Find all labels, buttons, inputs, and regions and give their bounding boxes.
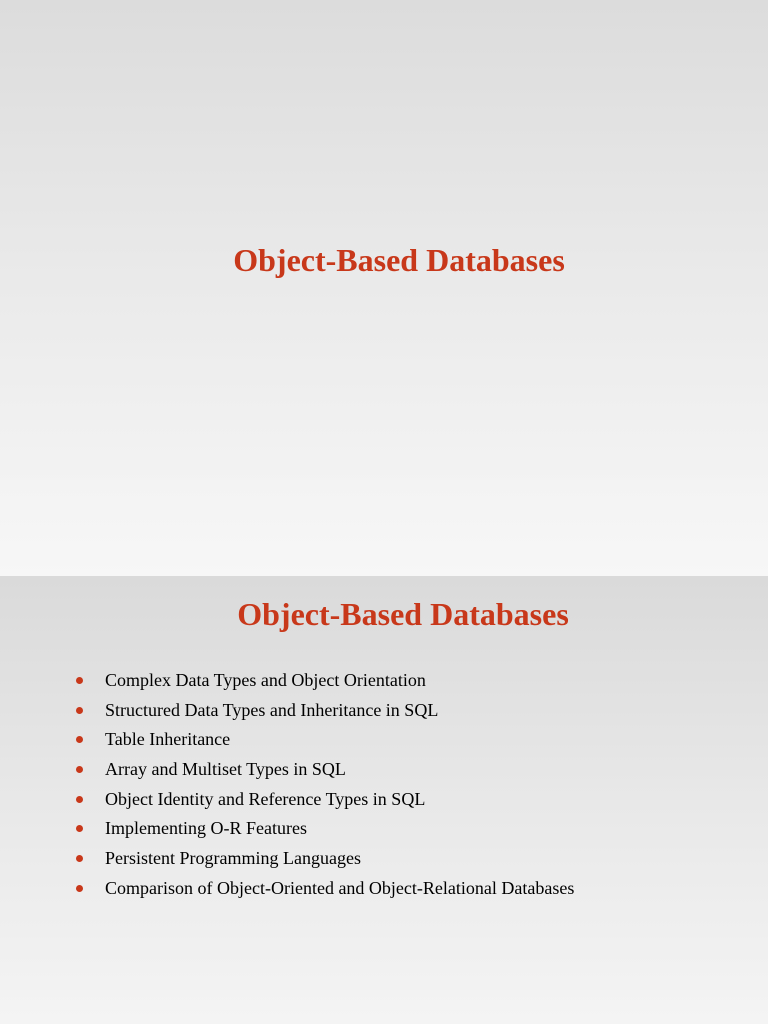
list-item-text: Object Identity and Reference Types in SQL [105,788,426,809]
list-item-text: Implementing O-R Features [105,818,307,839]
list-item-text: Comparison of Object-Oriented and Object-Relational Databases [105,877,575,898]
contents-slide [0,576,768,1024]
bullet-dot-icon [76,707,83,714]
list-item-text: Complex Data Types and Object Orientation [105,670,426,690]
bullet-dot-icon [76,825,83,832]
bullet-dot-icon [76,796,83,803]
bullet-dot-icon [76,855,83,862]
list-item-text: Table Inheritance [105,729,231,750]
bullet-dot-icon [76,677,83,684]
slide-title: Object-Based Databases [233,242,565,278]
list-item-text: Persistent Programming Languages [105,848,361,869]
list-item-text: Structured Data Types and Inheritance in SQL [105,699,439,720]
list-item-text: Array and Multiset Types in SQL [105,759,346,780]
bullet-dot-icon [76,736,83,743]
bullet-dot-icon [76,885,83,892]
bullet-dot-icon [76,766,83,773]
slide-title: Object-Based Databases [237,596,569,632]
